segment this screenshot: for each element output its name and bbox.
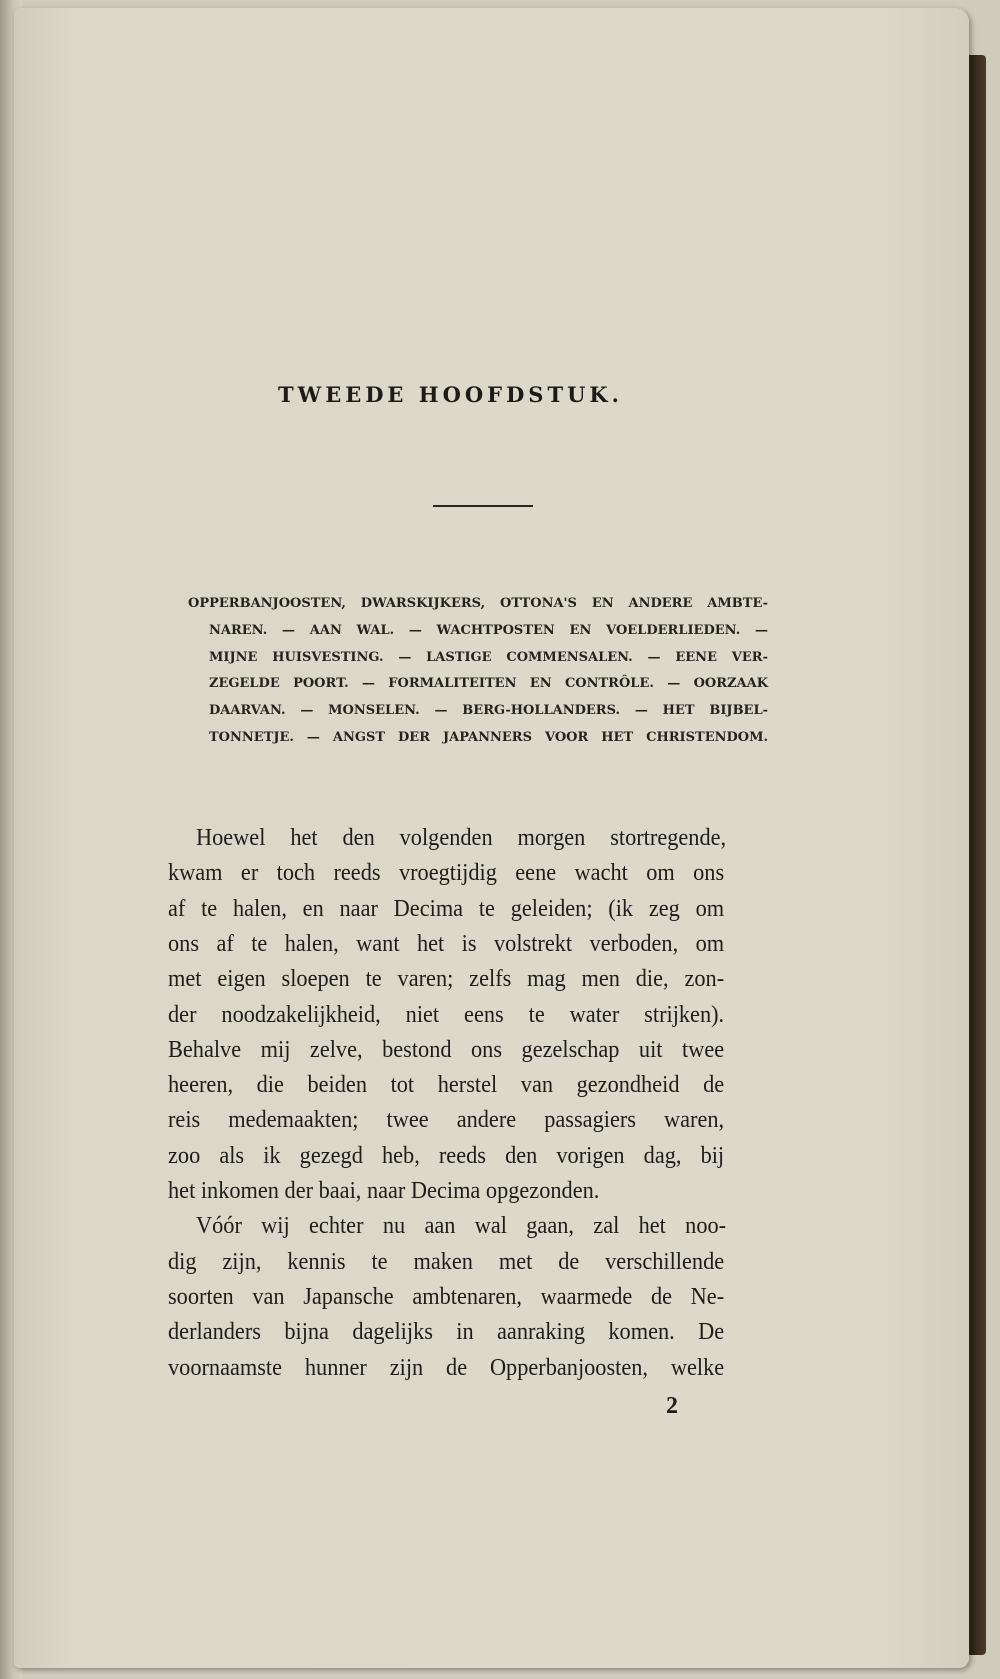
text-line: ons af te halen, want het is volstrekt verboden, om (168, 930, 725, 957)
summary-line: TONNETJE. — ANGST DER JAPANNERS VOOR HET CHRISTENDOM. (209, 730, 768, 745)
text-line: derlanders bijna dagelijks in aanraking komen. De (168, 1319, 725, 1346)
text-line: Vóór wij echter nu aan wal gaan, zal het noo- (196, 1213, 727, 1240)
text-line: dig zijn, kennis te maken met de verschillende (168, 1248, 725, 1275)
text-line: reis medemaakten; twee andere passagiers waren, (168, 1107, 725, 1134)
signature-mark: 2 (666, 1393, 678, 1419)
text-line: af te halen, en naar Decima te geleiden; (ik zeg om (168, 895, 725, 922)
summary-line: OPPERBANJOOSTEN, DWARSKIJKERS, OTTONA'S EN ANDERE AMBTE- (188, 596, 768, 611)
divider-rule (433, 505, 533, 507)
text-line: voornaamste hunner zijn de Opperbanjoosten, welke (168, 1354, 725, 1381)
summary-line: ZEGELDE POORT. — FORMALITEITEN EN CONTRÔLE. — OORZAAK (209, 676, 768, 692)
text-line: Behalve mij zelve, bestond ons gezelschap uit twee (168, 1036, 725, 1063)
text-line: het inkomen der baai, naar Decima opgezonden. (168, 1178, 600, 1204)
text-line: heeren, die beiden tot herstel van gezondheid de (168, 1072, 725, 1099)
summary-line: MIJNE HUISVESTING. — LASTIGE COMMENSALEN. — EENE VER- (209, 649, 768, 665)
text-line: kwam er toch reeds vroegtijdig eene wacht om ons (168, 860, 725, 887)
text-line: Hoewel het den volgenden morgen stortregende, (196, 825, 727, 851)
summary-line: DAARVAN. — MONSELEN. — BERG-HOLLANDERS. — HET BIJBEL- (209, 703, 768, 719)
text-line: der noodzakelijkheid, niet eens te water strijken). (168, 1001, 725, 1028)
text-line: soorten van Japansche ambtenaren, waarmede de Ne- (168, 1283, 725, 1310)
text-line: met eigen sloepen te varen; zelfs mag men die, zon- (168, 966, 725, 993)
summary-line: NAREN. — AAN WAL. — WACHTPOSTEN EN VOELDERLIEDEN. — (209, 622, 768, 638)
text-line: zoo als ik gezegd heb, reeds den vorigen dag, bij (168, 1142, 725, 1169)
chapter-title: TWEEDE HOOFDSTUK. (278, 382, 623, 407)
